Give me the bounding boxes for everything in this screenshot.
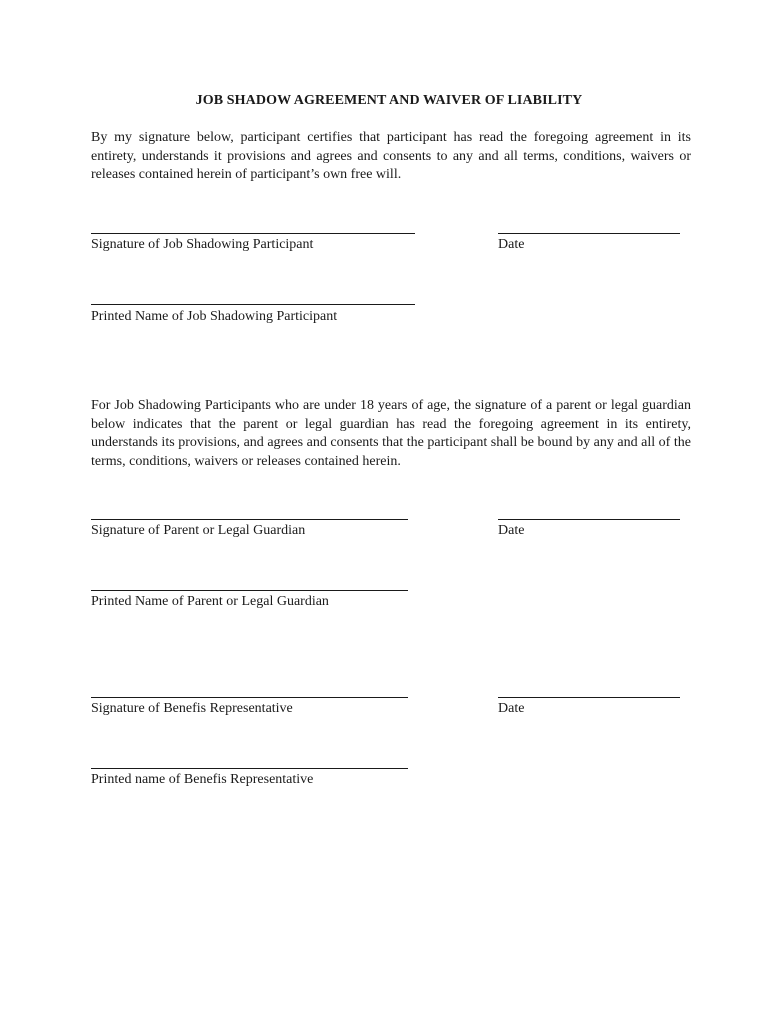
participant-printed-name-line[interactable] <box>91 304 415 305</box>
participant-signature-label: Signature of Job Shadowing Participant <box>91 237 314 252</box>
participant-signature-line[interactable] <box>91 233 415 234</box>
participant-date-line[interactable] <box>498 233 680 234</box>
benefits-date-label: Date <box>498 701 525 716</box>
participant-printed-name-label: Printed Name of Job Shadowing Participant <box>91 309 338 324</box>
benefits-signature-line[interactable] <box>91 697 408 698</box>
document-title: JOB SHADOW AGREEMENT AND WAIVER OF LIABILITY <box>195 93 583 108</box>
benefits-printed-name-label: Printed name of Benefis Representative <box>91 772 314 787</box>
participant-date-label: Date <box>498 237 525 252</box>
benefits-signature-label: Signature of Benefis Representative <box>91 701 293 716</box>
benefits-date-line[interactable] <box>498 697 680 698</box>
benefits-printed-name-line[interactable] <box>91 768 408 769</box>
guardian-signature-label: Signature of Parent or Legal Guardian <box>91 523 306 538</box>
guardian-signature-line[interactable] <box>91 519 408 520</box>
participant-statement: By my signature below, participant certifies that participant has read the foregoing agreement in its entirety, understands it provisions and agrees and consents to any and all terms, conditions, waivers or releases contained herein of participant’s own free will. <box>91 130 691 182</box>
guardian-date-label: Date <box>498 523 525 538</box>
guardian-date-line[interactable] <box>498 519 680 520</box>
guardian-printed-name-line[interactable] <box>91 590 408 591</box>
guardian-statement: For Job Shadowing Participants who are under 18 years of age, the signature of a parent or legal guardian below indicates that the parent or legal guardian has read the foregoing agreement in its entirety, understands its provisions, and agrees and consents that the participant shall be bound by any and all of the terms, conditions, waivers or releases contained herein. <box>91 398 691 469</box>
guardian-printed-name-label: Printed Name of Parent or Legal Guardian <box>91 594 329 609</box>
